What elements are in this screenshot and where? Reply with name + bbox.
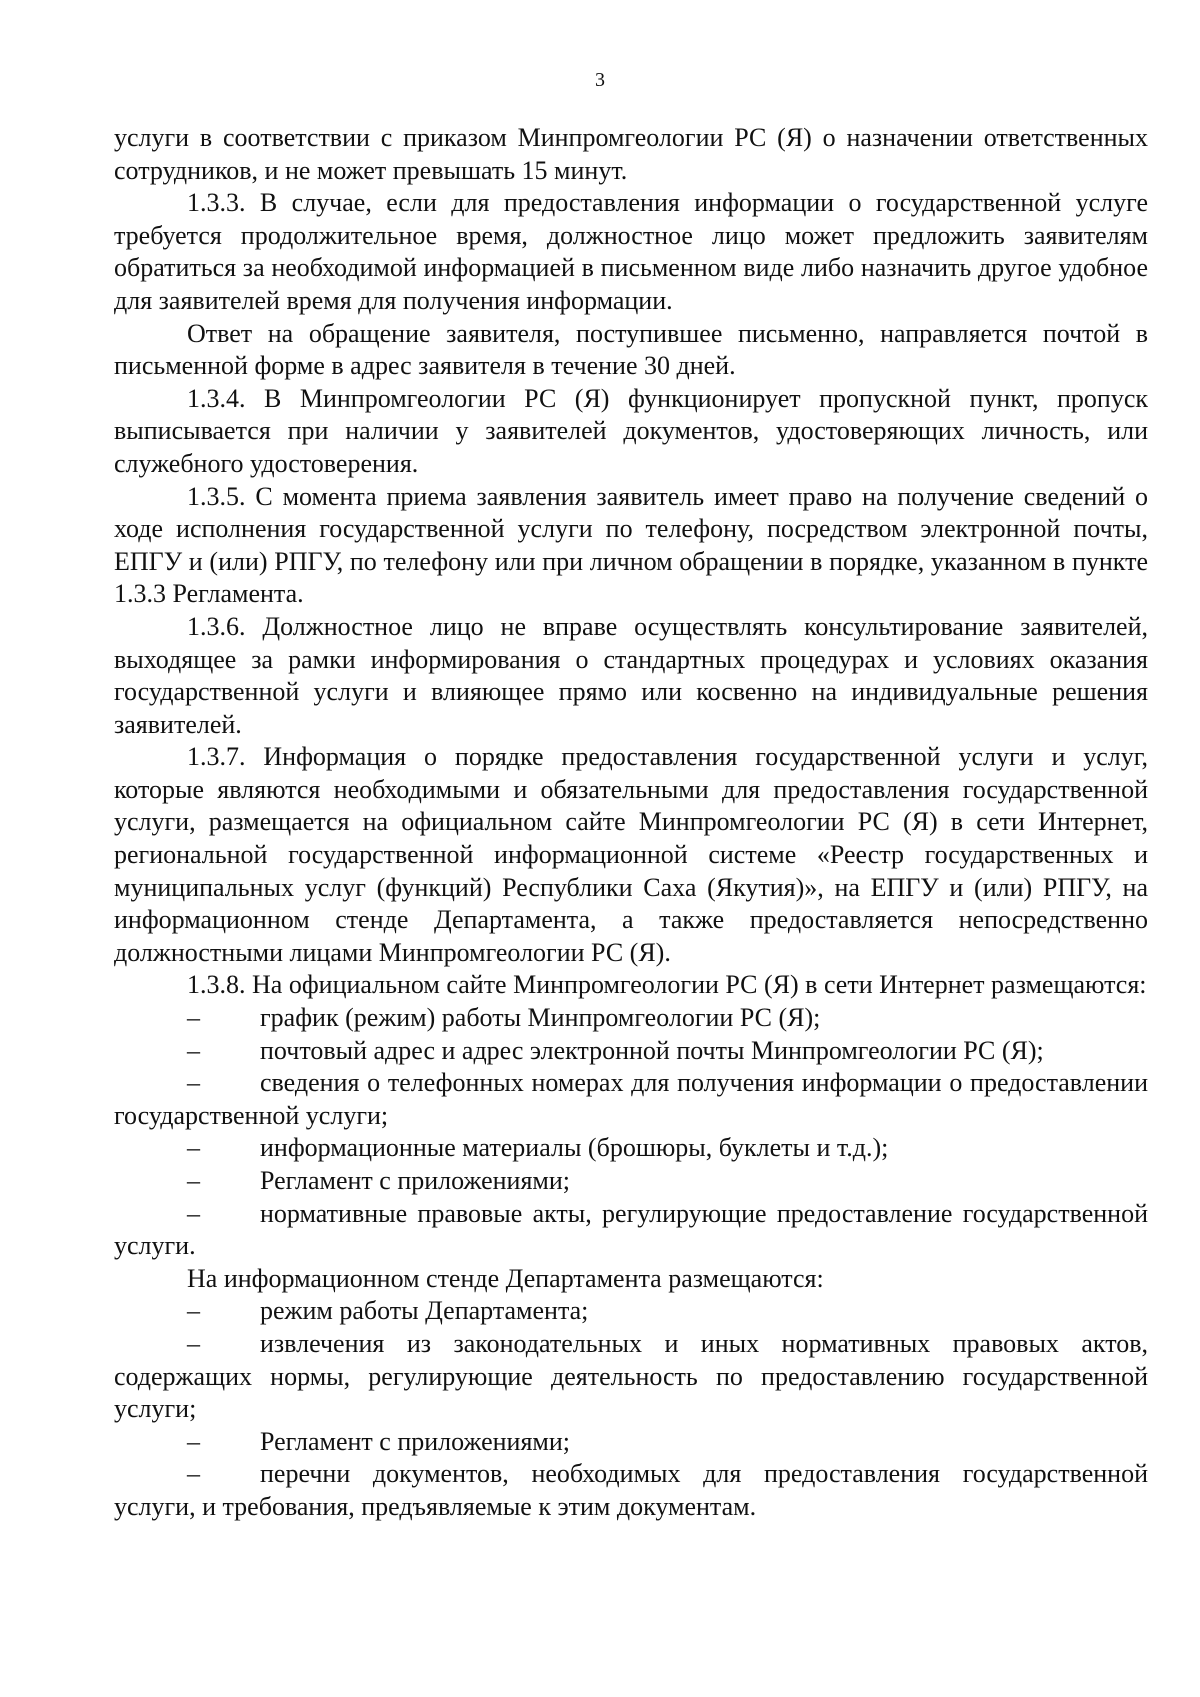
document-body (114, 122, 1148, 1524)
dash-marker: – (187, 1426, 200, 1456)
dash-marker: – (187, 1459, 200, 1489)
paragraph-response: Ответ на обращение заявителя, поступившее письменно, направляется почтой в письменной форме в адрес заявителя в течение 30 дней. (114, 318, 1148, 381)
list-item (114, 1295, 1148, 1328)
dash-marker: – (187, 1296, 200, 1326)
list-item-text: Регламент с приложениями; (260, 1166, 571, 1195)
paragraph-1-3-6: 1.3.6. Должностное лицо не вправе осуществлять консультирование заявителей, выходящее за рамки информирования о стандартных процедурах и условиях оказания государственной услуги и влияющее прямо или косвенно на индивидуальные решения заявителей. (114, 611, 1148, 739)
list-item-text: режим работы Департамента; (260, 1296, 589, 1326)
paragraph-1-3-8: 1.3.8. На официальном сайте Минпромгеологии РС (Я) в сети Интернет размещаются: (187, 970, 1147, 1000)
stand-content-list (114, 1295, 1148, 1523)
list-item (114, 1165, 1148, 1198)
list-item (114, 1132, 1148, 1165)
site-content-list (114, 1002, 1148, 1263)
list-item-text: нормативные правовые акты, регулирующие предоставление государственной услуги. (114, 1198, 1148, 1261)
dash-marker: – (187, 1133, 200, 1163)
dash-marker: – (187, 1035, 200, 1065)
list-item (114, 1067, 1148, 1132)
list-item-text: извлечения из законодательных и иных нормативных правовых актов, содержащих нормы, регулирующие деятельность по предоставлению государственной услуги; (114, 1328, 1148, 1424)
paragraph-stand-intro: На информационном стенде Департамента размещаются: (187, 1263, 824, 1293)
list-item-text: график (режим) работы Минпромгеологии РС (Я); (260, 1003, 821, 1033)
list-item (114, 1035, 1148, 1068)
list-item (114, 1458, 1148, 1523)
paragraph-1-3-3: 1.3.3. В случае, если для предоставления информации о государственной услуге требуется продолжительное время, должностное лицо может предложить заявителям обратиться за необходимой информацией в письменном виде либо назначить другое удобное для заявителей время для получения информации. (114, 188, 1148, 315)
dash-marker: – (187, 1328, 200, 1358)
paragraph-1-3-7: 1.3.7. Информация о порядке предоставления государственной услуги и услуг, которые являются необходимыми и обязательными для предоставления государственной услуги, размещается на официальном сайте Минпромгеологии РС (Я) в сети Интернет, региональной государственной информационной системе «Реестр государственных и муниципальных услуг (функций) Республики Саха (Якутия)», на ЕПГУ и (или) РПГУ, на информационном стенде Департамента, а также предоставляется непосредственно должностными лицами Минпромгеологии РС (Я). (114, 742, 1148, 967)
page-number: 3 (595, 69, 605, 91)
list-item-text: информационные материалы (брошюры, буклеты и т.д.); (260, 1133, 889, 1163)
list-item (114, 1198, 1148, 1263)
list-item-text: перечни документов, необходимых для предоставления государственной услуги, и требования, предъявляемые к этим документам. (114, 1459, 1148, 1521)
list-item-text: почтовый адрес и адрес электронной почты Минпромгеологии РС (Я); (260, 1035, 1044, 1065)
list-item (114, 1426, 1148, 1459)
list-item (114, 1328, 1148, 1426)
list-item (114, 1002, 1148, 1035)
dash-marker: – (187, 1068, 200, 1098)
list-item-text: Регламент с приложениями; (260, 1426, 571, 1456)
paragraph-continuation: услуги в соответствии с приказом Минпромгеологии РС (Я) о назначении ответственных сотрудников, и не может превышать 15 минут. (114, 123, 1148, 185)
dash-marker: – (187, 1198, 200, 1228)
list-item-text: сведения о телефонных номерах для получения информации о предоставлении государственной услуги; (114, 1068, 1148, 1130)
paragraph-1-3-5: 1.3.5. С момента приема заявления заявитель имеет право на получение сведений о ходе исполнения государственной услуги по телефону, посредством электронной почты, ЕПГУ и (или) РПГУ, по телефону или при личном обращении в порядке, указанном в пункте 1.3.3 Регламента. (114, 481, 1148, 609)
paragraph-1-3-4: 1.3.4. В Минпромгеологии РС (Я) функционирует пропускной пункт, пропуск выписывается при наличии у заявителей документов, удостоверяющих личность, или служебного удостоверения. (114, 383, 1148, 478)
dash-marker: – (187, 1003, 200, 1033)
dash-marker: – (187, 1166, 200, 1195)
